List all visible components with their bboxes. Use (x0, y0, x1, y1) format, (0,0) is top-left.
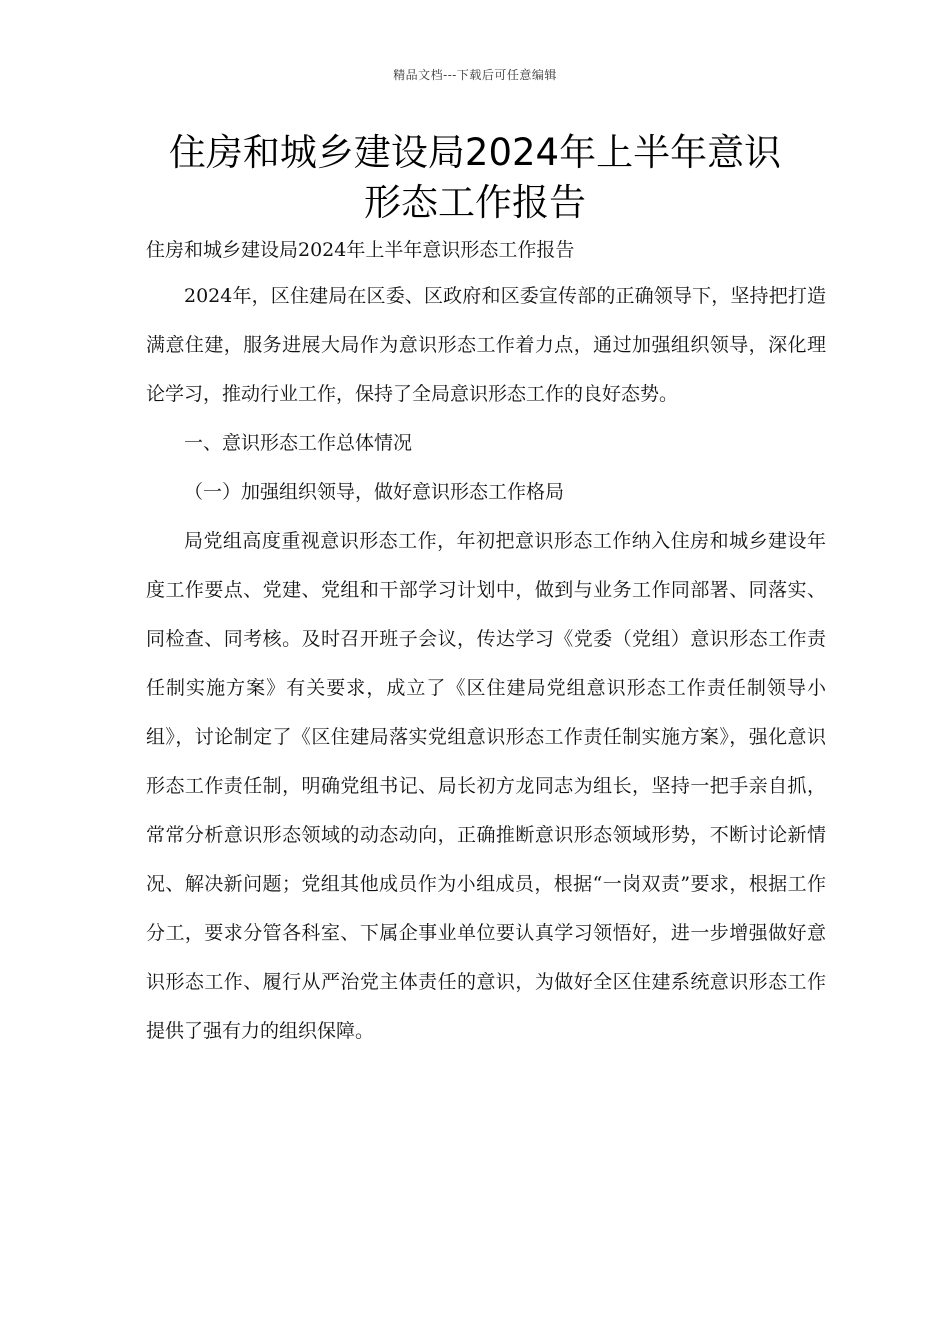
document-body (146, 230, 826, 1056)
subsection-heading: （一）加强组织领导，做好意识形态工作格局 (184, 481, 565, 503)
section-heading: 一、意识形态工作总体情况 (184, 432, 413, 454)
document-title-line-2: 形态工作报告 (364, 181, 586, 224)
header-note: 精品文档---下载后可任意编辑 (393, 68, 557, 82)
document-subtitle: 住房和城乡建设局2024年上半年意识形态工作报告 (146, 239, 575, 261)
body-paragraph: 局党组高度重视意识形态工作，年初把意识形态工作纳入住房和城乡建设年度工作要点、党建、党组和干部学习计划中，做到与业务工作同部署、同落实、同检查、同考核。及时召开班子会议，传达学习《党委（党组）意识形态工作责任制实施方案》有关要求，成立了《区住建局党组意识形态工作责任制领导小组》，讨论制定了《区住建局落实党组意识形态工作责任制实施方案》，强化意识形态工作责任制，明确党组书记、局长初方龙同志为组长，坚持一把手亲自抓，常常分析意识形态领域的动态动向，正确推断意识形态领域形势，不断讨论新情况、解决新问题；党组其他成员作为小组成员，根据“一岗双责”要求，根据工作分工，要求分管各科室、下属企事业单位要认真学习领悟好，进一步增强做好意识形态工作、履行从严治党主体责任的意识，为做好全区住建系统意识形态工作提供了强有力的组织保障。 (146, 530, 826, 1042)
document-title (120, 128, 830, 228)
intro-paragraph: 2024年，区住建局在区委、区政府和区委宣传部的正确领导下，坚持把打造满意住建，服务进展大局作为意识形态工作着力点，通过加强组织领导，深化理论学习，推动行业工作，保持了全局意识形态工作的良好态势。 (146, 285, 826, 405)
document-title-line-1: 住房和城乡建设局2024年上半年意识 (168, 131, 782, 174)
